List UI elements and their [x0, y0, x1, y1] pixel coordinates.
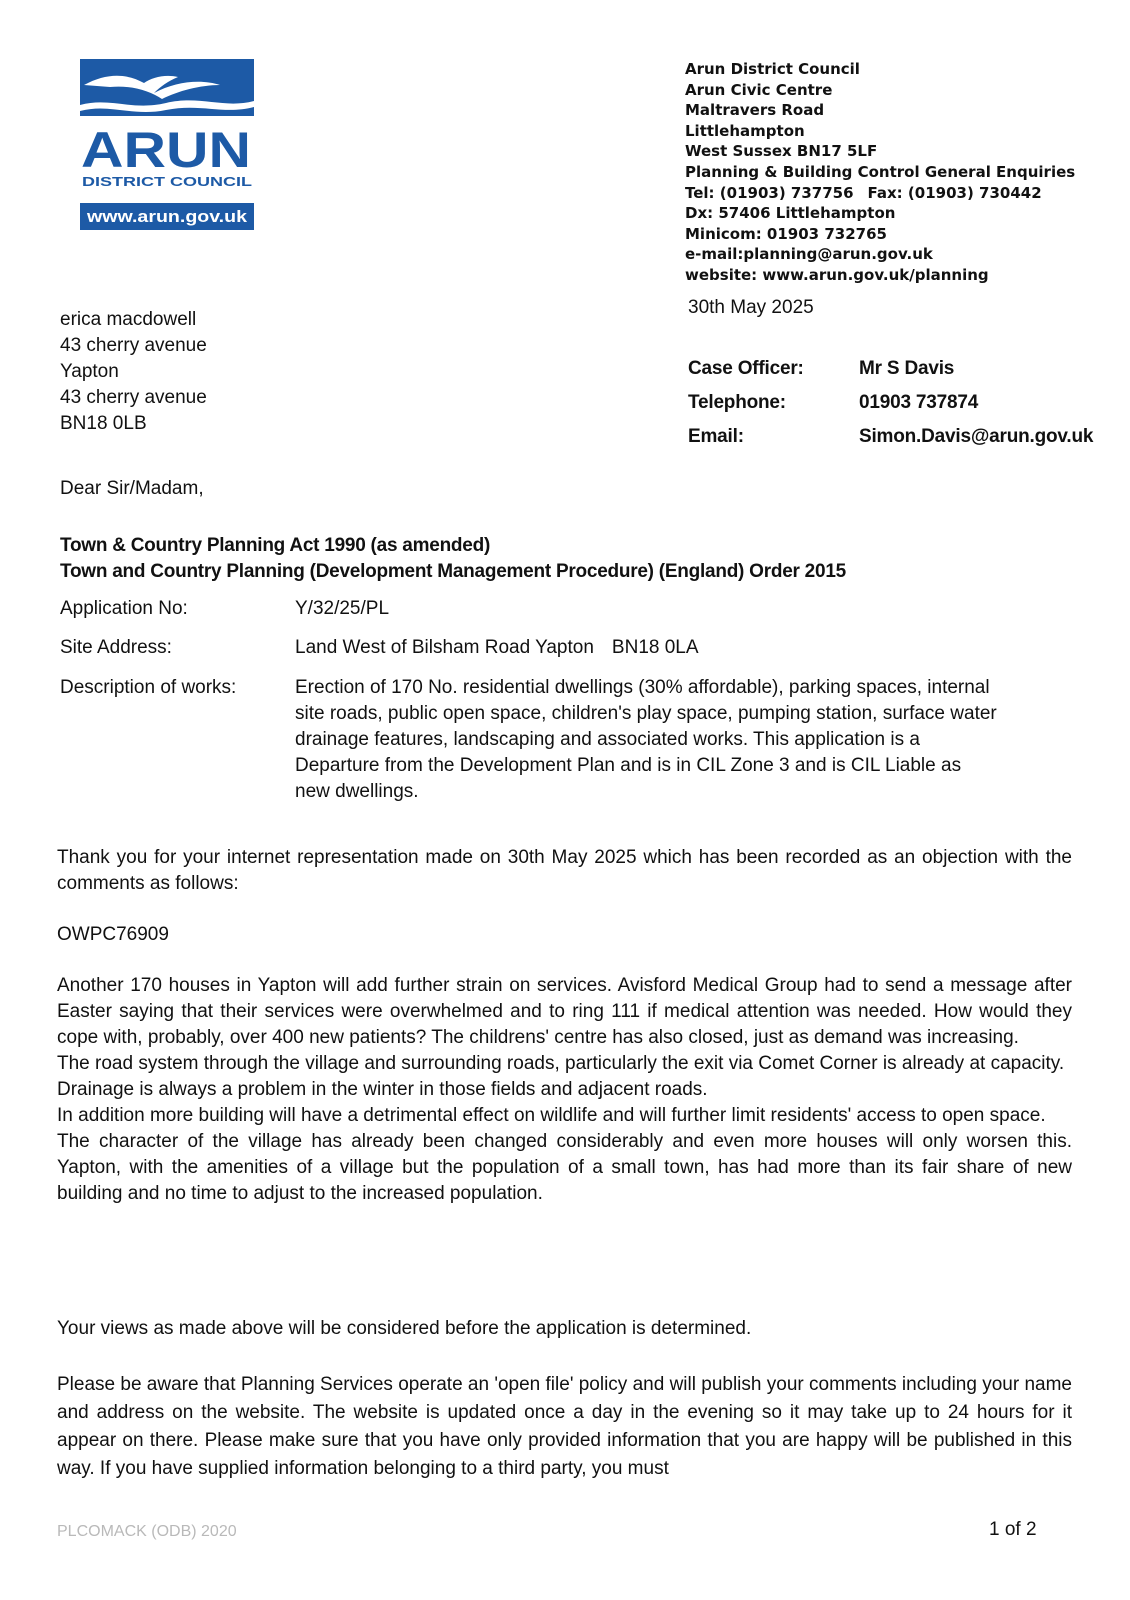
- officer-label: Email:: [688, 426, 744, 447]
- objection-comments: [57, 973, 1072, 1207]
- officer-email: Simon.Davis@arun.gov.uk: [859, 426, 1094, 447]
- act-title: Town & Country Planning Act 1990 (as amended): [60, 535, 491, 556]
- page-number: 1 of 2: [989, 1519, 1037, 1540]
- council-line: Arun Civic Centre: [685, 80, 833, 99]
- recipient-line: 43 cherry avenue: [60, 335, 207, 356]
- thank-you-paragraph: Thank you for your internet representation made on 30th May 2025 which has been recorded as an objection with the comments as follows:: [57, 847, 1072, 894]
- council-line: Littlehampton: [685, 121, 805, 140]
- logo-url: www.arun.gov.uk: [85, 207, 248, 226]
- comment-paragraph: The road system through the village and surrounding roads, particularly the exit via Comet Corner is already at capacity.: [57, 1053, 1065, 1074]
- description-label: Description of works:: [60, 677, 237, 698]
- site-postcode: BN18 0LA: [611, 637, 699, 658]
- council-line: Dx: 57406 Littlehampton: [685, 204, 896, 223]
- views-paragraph: Your views as made above will be considered before the application is determined.: [57, 1318, 752, 1339]
- salutation: Dear Sir/Madam,: [60, 478, 204, 499]
- comment-paragraph: Drainage is always a problem in the winter in those fields and adjacent roads.: [57, 1079, 708, 1100]
- legislation-heading: [60, 533, 846, 585]
- letter-date: 30th May 2025: [688, 297, 814, 318]
- officer-label: Telephone:: [688, 392, 786, 413]
- comment-paragraph: In addition more building will have a detrimental effect on wildlife and will further limit residents' access to open space.: [57, 1105, 1046, 1126]
- site-address-text: Land West of Bilsham Road Yapton: [295, 637, 594, 658]
- recipient-line: Yapton: [60, 361, 119, 382]
- description-line: Erection of 170 No. residential dwellings (30% affordable), parking spaces, internal: [295, 677, 990, 698]
- council-tel-fax: [685, 183, 1075, 204]
- logo-subtitle: DISTRICT COUNCIL: [82, 174, 253, 189]
- site-address-label: Site Address:: [60, 637, 172, 658]
- arun-council-logo: [80, 59, 254, 234]
- description-line: new dwellings.: [295, 781, 419, 802]
- application-number-label: Application No:: [60, 598, 188, 619]
- council-line: Arun District Council: [685, 60, 860, 78]
- logo-name: ARUN: [81, 122, 251, 178]
- site-address: [295, 635, 1130, 661]
- act-title: Town and Country Planning (Development Management Procedure) (England) Order 2015: [60, 561, 846, 582]
- open-file-policy-paragraph: Please be aware that Planning Services operate an 'open file' policy and will publish your comments including your name and address on the website. The website is updated once a day in the evening so it may take up to 24 hours for it appear on there. Please make sure that you have only provided information that you are happy will be published in this way. If you have supplied information belonging to a third party, you must: [57, 1374, 1072, 1479]
- recipient-line: erica macdowell: [60, 309, 197, 330]
- council-email: e-mail:planning@arun.gov.uk: [685, 245, 933, 264]
- form-code: PLCOMACK (ODB) 2020: [57, 1523, 237, 1540]
- council-website: website: www.arun.gov.uk/planning: [685, 265, 989, 284]
- officer-label: Case Officer:: [688, 358, 804, 379]
- recipient-address: [60, 307, 207, 437]
- description-line: site roads, public open space, children's play space, pumping station, surface water: [295, 703, 997, 724]
- description-line: drainage features, landscaping and associated works. This application is a: [295, 729, 920, 750]
- council-line: Minicom: 01903 732765: [685, 224, 887, 243]
- description-line: Departure from the Development Plan and is in CIL Zone 3 and is CIL Liable as: [295, 755, 962, 776]
- officer-phone: 01903 737874: [859, 392, 979, 413]
- description-of-works: [295, 675, 1130, 805]
- officer-name: Mr S Davis: [859, 358, 955, 379]
- council-line: West Sussex BN17 5LF: [685, 142, 878, 161]
- council-address-block: [685, 59, 1075, 286]
- representation-reference: OWPC76909: [57, 924, 169, 945]
- council-line: Maltravers Road: [685, 101, 825, 120]
- comment-paragraph: Another 170 houses in Yapton will add further strain on services. Avisford Medical Group had to send a message after Easter saying that their services were overwhelmed and to ring 111 if medical attention was needed. How would they cope with, probably, over 400 new patients? The childrens' centre has also closed, just as demand was increasing.: [57, 975, 1072, 1048]
- council-fax: Fax: (01903) 730442: [867, 183, 1042, 202]
- council-line: Planning & Building Control General Enquiries: [685, 162, 1076, 181]
- recipient-line: BN18 0LB: [60, 413, 147, 434]
- comment-paragraph: The character of the village has already been changed considerably and even more houses will only worsen this. Yapton, with the amenities of a village but the population of a small town, has had more than its fair share of new building and no time to adjust to the increased population.: [57, 1131, 1072, 1204]
- council-tel: Tel: (01903) 737756: [685, 183, 854, 202]
- recipient-line: 43 cherry avenue: [60, 387, 207, 408]
- application-number: Y/32/25/PL: [295, 598, 390, 619]
